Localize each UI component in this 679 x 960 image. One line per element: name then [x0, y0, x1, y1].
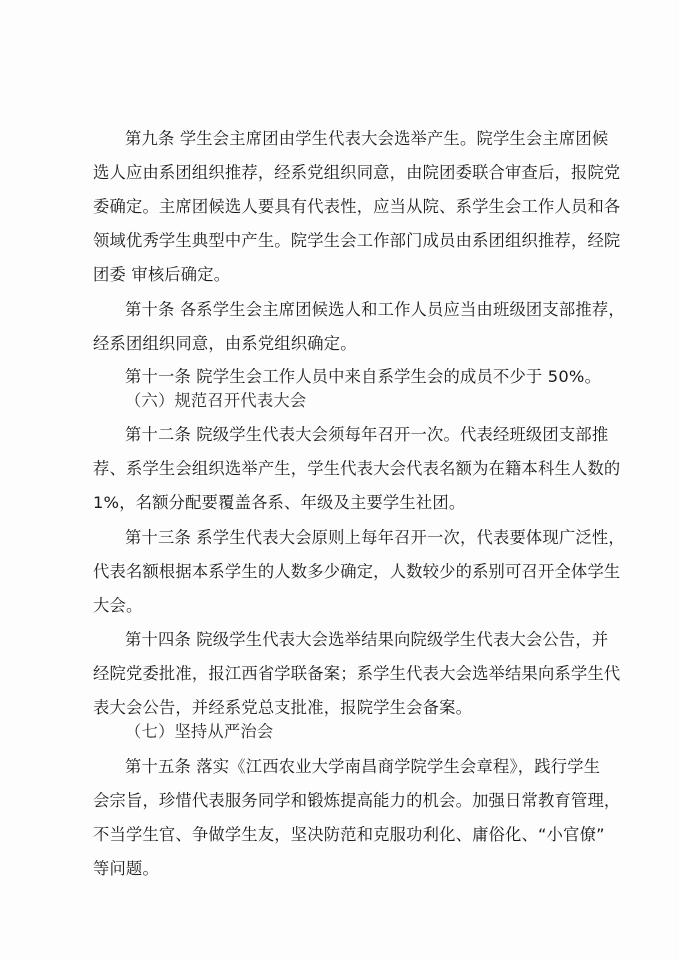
article-14-line-1: 第十四条 院级学生代表大会选举结果向院级学生代表大会公告，并: [125, 630, 609, 649]
article-12-line-1: 第十二条 院级学生代表大会须每年召开一次。代表经班级团支部推: [125, 425, 609, 444]
article-13-line-2: 代表名额根据本系学生的人数多少确定，人数较少的系别可召开全体学生: [93, 562, 621, 581]
article-15-line-4: 等问题。: [93, 859, 159, 878]
article-14-line-2: 经院党委批准，报江西省学联备案；系学生代表大会选举结果向系学生代: [93, 664, 621, 683]
article-12-line-3: 1%，名额分配要覆盖各系、年级及主要学生社团。: [93, 493, 466, 512]
section-6-heading: （六）规范召开代表大会: [125, 391, 307, 410]
article-9-line-4: 领域优秀学生典型中产生。院学生会工作部门成员由系团组织推荐，经院: [93, 231, 621, 250]
article-15-line-1: 第十五条 落实《江西农业大学南昌商学院学生会章程》，践行学生: [125, 757, 601, 776]
article-9-line-1: 第九条 学生会主席团由学生代表大会选举产生。院学生会主席团候: [125, 129, 609, 148]
article-13-line-1: 第十三条 系学生代表大会原则上每年召开一次，代表要体现广泛性，: [125, 528, 625, 547]
article-10-line-2: 经系团组织同意，由系党组织确定。: [93, 334, 357, 353]
article-9-line-2: 选人应由系团组织推荐，经系党组织同意，由院团委联合审查后，报院党: [93, 163, 621, 182]
article-15-line-2: 会宗旨，珍惜代表服务同学和锻炼提高能力的机会。加强日常教育管理，: [93, 791, 621, 810]
article-15-line-3: 不当学生官、争做学生友，坚决防范和克服功利化、庸俗化、“小官僚”: [93, 825, 605, 844]
article-11-line-1: 第十一条 院学生会工作人员中来自系学生会的成员不少于 50%。: [125, 367, 602, 386]
article-9-line-3: 委确定。主席团候选人要具有代表性，应当从院、系学生会工作人员和各: [93, 197, 621, 216]
article-9-line-5: 团委 审核后确定。: [93, 265, 231, 284]
article-12-line-2: 荐、系学生会组织选举产生，学生代表大会代表名额为在籍本科生人数的: [93, 459, 621, 478]
article-13-line-3: 大会。: [93, 596, 143, 615]
section-7-heading: （七）坚持从严治会: [125, 722, 274, 741]
article-14-line-3: 表大会公告，并经系党总支批准，报院学生会备案。: [93, 698, 473, 717]
article-10-line-1: 第十条 各系学生会主席团候选人和工作人员应当由班级团支部推荐，: [125, 300, 625, 319]
